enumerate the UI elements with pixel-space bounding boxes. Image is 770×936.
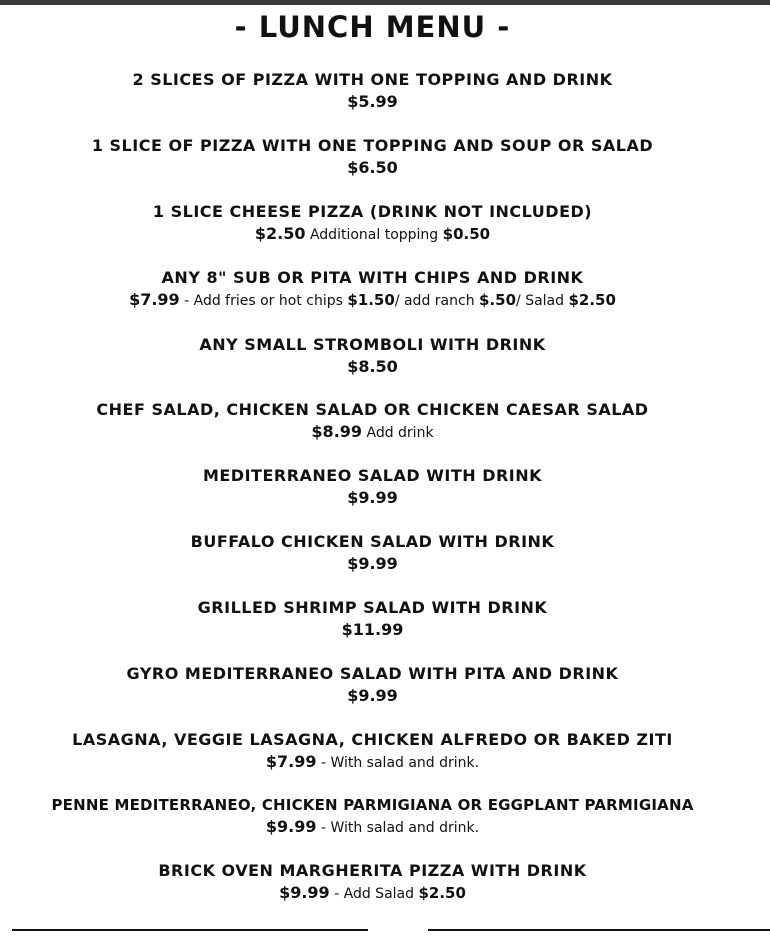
item-price: $5.99 xyxy=(347,92,398,111)
menu-item xyxy=(0,794,745,839)
bottom-divider-left xyxy=(12,929,368,931)
menu-item xyxy=(0,69,745,114)
item-note: Add drink xyxy=(366,425,434,441)
item-note-price: $1.50 xyxy=(347,291,395,309)
item-note: - Add Salad xyxy=(334,886,415,902)
item-price: $8.99 xyxy=(311,422,363,441)
item-price: $9.99 xyxy=(265,817,317,836)
item-name: 1 SLICE CHEESE PIZZA (DRINK NOT INCLUDED) xyxy=(152,202,593,221)
bottom-divider-right xyxy=(428,929,770,931)
item-price: $7.99 xyxy=(129,290,180,309)
menu-item xyxy=(0,729,745,774)
item-price: $9.99 xyxy=(347,488,398,507)
item-name: BRICK OVEN MARGHERITA PIZZA WITH DRINK xyxy=(158,861,587,880)
item-price: $7.99 xyxy=(265,752,317,771)
item-name: ANY 8" SUB OR PITA WITH CHIPS AND DRINK xyxy=(161,268,584,287)
menu-item xyxy=(0,597,745,642)
menu-item xyxy=(0,334,745,379)
menu-item xyxy=(0,531,745,576)
item-note-price: $2.50 xyxy=(418,884,466,902)
item-name: CHEF SALAD, CHICKEN SALAD OR CHICKEN CAESAR SALAD xyxy=(96,400,649,419)
item-name: BUFFALO CHICKEN SALAD WITH DRINK xyxy=(190,532,555,551)
page-title: - LUNCH MENU - xyxy=(234,10,511,44)
item-name: MEDITERRANEO SALAD WITH DRINK xyxy=(202,466,543,485)
item-name: LASAGNA, VEGGIE LASAGNA, CHICKEN ALFREDO OR BAKED ZITI xyxy=(72,730,673,749)
item-note: / add ranch xyxy=(394,293,475,309)
menu-item xyxy=(0,267,745,312)
item-name: GRILLED SHRIMP SALAD WITH DRINK xyxy=(197,598,548,617)
item-note: - With salad and drink. xyxy=(320,820,480,836)
item-price: $9.99 xyxy=(347,554,398,573)
menu-item xyxy=(0,399,745,444)
item-name: 2 SLICES OF PIZZA WITH ONE TOPPING AND DRINK xyxy=(132,70,613,89)
menu-item xyxy=(0,135,745,180)
menu-item xyxy=(0,860,745,905)
item-note-price: $2.50 xyxy=(568,291,616,309)
item-price: $6.50 xyxy=(347,158,398,177)
item-name: PENNE MEDITERRANEO, CHICKEN PARMIGIANA OR EGGPLANT PARMIGIANA xyxy=(51,796,694,814)
item-note: - Add fries or hot chips xyxy=(184,293,343,309)
menu-item xyxy=(0,465,745,510)
item-price: $8.50 xyxy=(347,357,398,376)
menu-item xyxy=(0,201,745,246)
item-price: $9.99 xyxy=(347,686,398,705)
item-note-price: $.50 xyxy=(479,291,517,309)
item-price: $9.99 xyxy=(279,883,330,902)
item-name: 1 SLICE OF PIZZA WITH ONE TOPPING AND SOUP OR SALAD xyxy=(91,136,654,155)
item-price: $11.99 xyxy=(341,620,404,639)
item-price: $2.50 xyxy=(254,224,306,243)
item-note-price: $0.50 xyxy=(442,225,491,243)
item-note: / Salad xyxy=(516,293,565,309)
item-note: - With salad and drink. xyxy=(320,755,480,771)
item-name: GYRO MEDITERRANEO SALAD WITH PITA AND DRINK xyxy=(126,664,619,683)
top-divider xyxy=(0,0,770,5)
item-note: Additional topping xyxy=(309,227,439,243)
menu-item xyxy=(0,663,745,708)
item-name: ANY SMALL STROMBOLI WITH DRINK xyxy=(199,335,546,354)
